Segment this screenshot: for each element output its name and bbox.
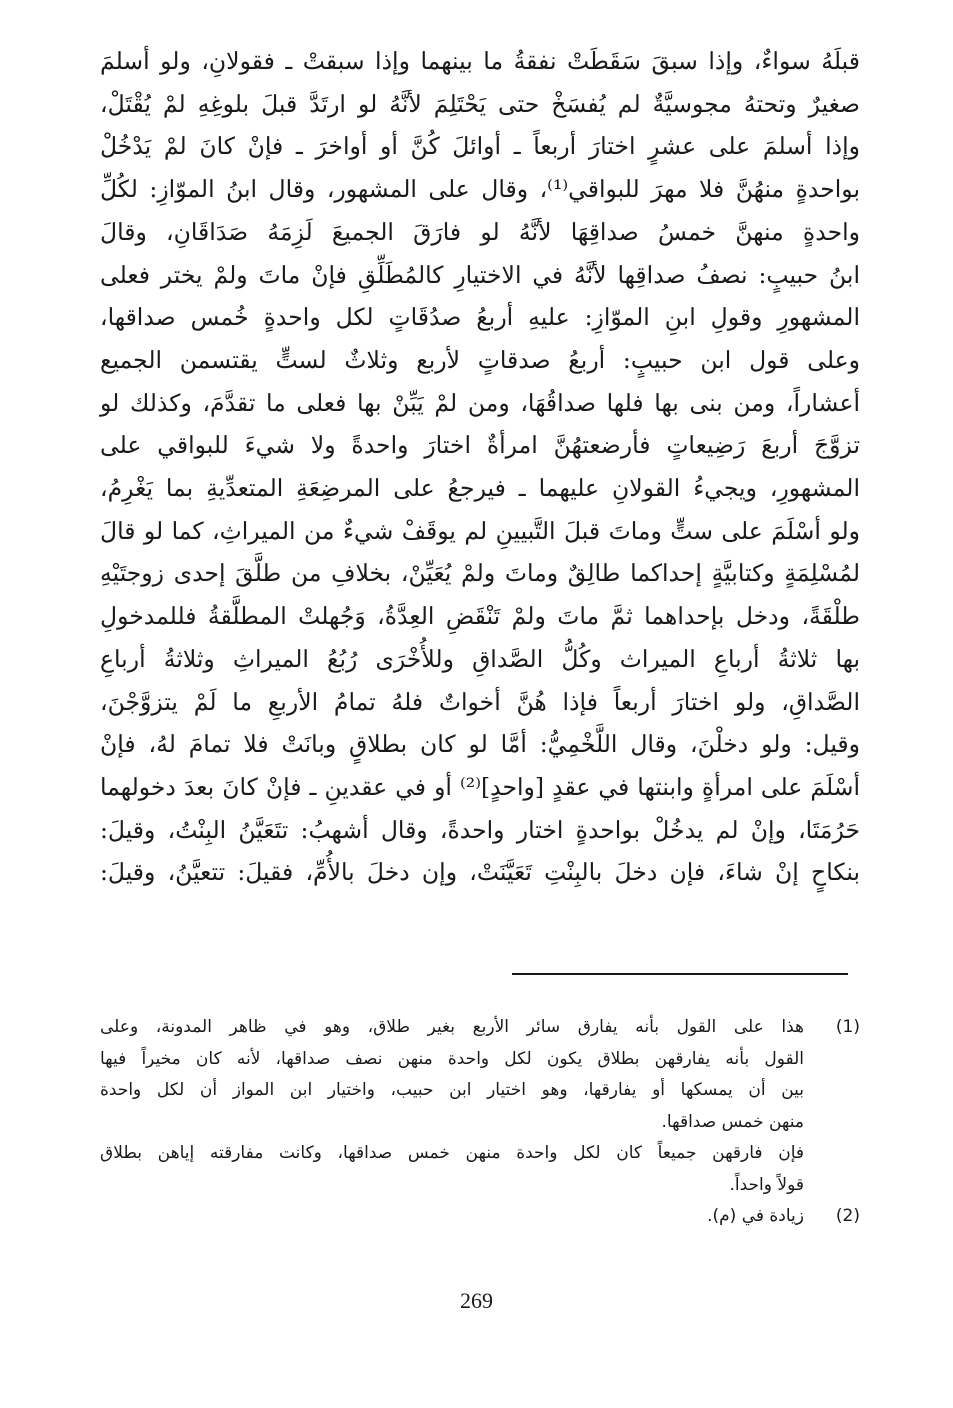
footnote-1 — [100, 1012, 860, 1201]
footnote-line: قولاً واحداً. — [729, 1174, 804, 1195]
footnote-line: هذا على القول بأنه يفارق سائر الأربع بغير طلاق، وهو في ظاهر المدونة، وعلى — [100, 1017, 804, 1037]
text-line: وعلى قول ابن حبيبٍ: أربعُ صدقاتٍ لأربع وثلاثٌ لستٍّ يقتسمن الجميع — [100, 345, 860, 374]
text-line: الصَّداقِ، ولو اختارَ أربعاً فإذا هُنَّ أخواتٌ فلهُ تمامُ الأربعِ ما لَمْ يتزوَّجْنَ، — [100, 687, 860, 716]
text-line: وإذا أسلمَ على عشرٍ اختارَ أربعاً ـ أوائلَ كُنَّ أو أواخرَ ـ فإنْ كانَ لمْ يَدْخُلْ — [100, 132, 860, 161]
text-line: أسْلَمَ على امرأةٍ وابنتها في عقدٍ [واحدٍ]⁽²⁾ أو في عقدينِ ـ فإنْ كانَ بعدَ دخولهما — [100, 772, 860, 801]
text-line: ولو أسْلَمَ على ستٍّ وماتَ قبلَ التَّبيينِ لم يوقَفْ شيءٌ من الميراثِ، كما لو قالَ — [100, 516, 860, 545]
footnote-line: فإن فارقهن جميعاً كان لكل واحدة منهن خمس صداقها، وكانت مفارقته إياهن بطلاق — [100, 1143, 804, 1163]
footnote-number: (2) — [835, 1206, 860, 1226]
footnote-number: (1) — [835, 1017, 860, 1037]
text-line: قبلَهُ سواءٌ، وإذا سبقَ سَقَطَتْ نفقةُ ما بينهما وإذا سبقتْ ـ فقولانِ، ولو أسلمَ — [100, 47, 860, 75]
main-text-body — [100, 40, 860, 894]
text-line: طلْقَةً، ودخل بإحداهما ثمَّ ماتَ ولمْ تَنْقَضِ العِدَّةُ، وَجُهلتْ المطلَّقةُ فللمدخولِ — [100, 602, 860, 631]
text-line: المشهورِ، ويجيءُ القولانِ عليهما ـ فيرجعُ على المرضِعَةِ المتعدِّيةِ بما يَغْرِمُ، — [100, 474, 860, 503]
footnote-2 — [100, 1201, 860, 1233]
footnote-line: القول بأنه يفارقهن بطلاق يكون لكل واحدة منهن نصف صداقها، لأنه كان مخيراً فيها — [100, 1048, 804, 1069]
text-line: لمُسْلِمَةٍ وكتابيَّةٍ إحداكما طالِقٌ وماتَ ولمْ يُعَيِّنْ، بخلافِ من طلَّقَ إحدى زوجتَيْهِ — [100, 559, 860, 588]
footnote-line: منهن خمس صداقها. — [661, 1111, 804, 1132]
text-line: المشهورِ وقولِ ابنِ الموّازِ: عليهِ أربعُ صدُقَاتٍ لكل واحدةٍ خُمس صداقها، — [100, 303, 860, 332]
text-line: بنكاحٍ إنْ شاءَ، فإن دخلَ بالبِنْتِ تَعَيَّنَتْ، وإن دخلَ بالأُمِّ، فقيلَ: تتعيَّنُ، وقيلَ: — [100, 858, 860, 887]
text-line: بها ثلاثةُ أرباعِ الميراث وكُلُّ الصَّداقِ وللأُخْرَى رُبُعُ الميراثِ وثلاثةُ أرباعِ — [100, 644, 860, 673]
footnotes-section — [100, 1012, 860, 1233]
page-number: 269 — [460, 1288, 493, 1313]
text-line: وقيل: ولو دخلْنَ، وقال اللَّخْمِيُّ: أمَّا لو كان بطلاقٍ وبانَتْ فلا تمامَ لهُ، فإنْ — [100, 730, 860, 759]
text-line: ابنُ حبيبٍ: نصفُ صداقِها لأنَّهُ في الاختيارِ كالمُطَلِّقِ فإنْ ماتَ ولمْ يختر فعلى — [100, 260, 860, 289]
text-line: بواحدةٍ منهُنَّ فلا مهرَ للبواقي⁽¹⁾، وقال على المشهور، وقال ابنُ الموّازِ: لكُلِّ — [100, 175, 860, 204]
text-line: واحدةٍ منهنَّ خمسُ صداقِهَا لأنَّهُ لو فارَقَ الجميعَ لَزِمَهُ صَدَاقَانِ، وقالَ — [100, 217, 860, 246]
footnote-line: زيادة في (م). — [707, 1206, 804, 1226]
text-line: تزوَّجَ أربعَ رَضِيعاتٍ فأرضعتهُنَّ امرأةٌ اختارَ واحدةً ولا شيءَ للبواقي على — [100, 431, 860, 460]
footnote-line: بين أن يمسكها أو يفارقها، وهو اختيار ابن حبيب، واختيار ابن المواز أن لكل واحدة — [100, 1080, 804, 1100]
text-line: أعشاراً، ومن بنى بها فلها صداقُهَا، ومن لمْ يَبِّنْ بها فعلى ما تقدَّمَ، وكذلك لو — [100, 388, 860, 417]
text-line: صغيرٌ وتحتهُ مجوسيَّةٌ لم يُفسَخْ حتى يَحْتَلِمَ لأنَّهُ لو ارتَدَّ قبلَ بلوغِهِ لمْ يُقْتَلْ، — [100, 89, 860, 118]
text-line: حَرُمَتَا، وإنْ لم يدخُلْ بواحدةٍ اختار واحدةً، وقال أشهبُ: تتَعَيَّنُ البِنْتُ، وقيلَ: — [100, 815, 860, 844]
footnote-separator — [512, 973, 848, 975]
